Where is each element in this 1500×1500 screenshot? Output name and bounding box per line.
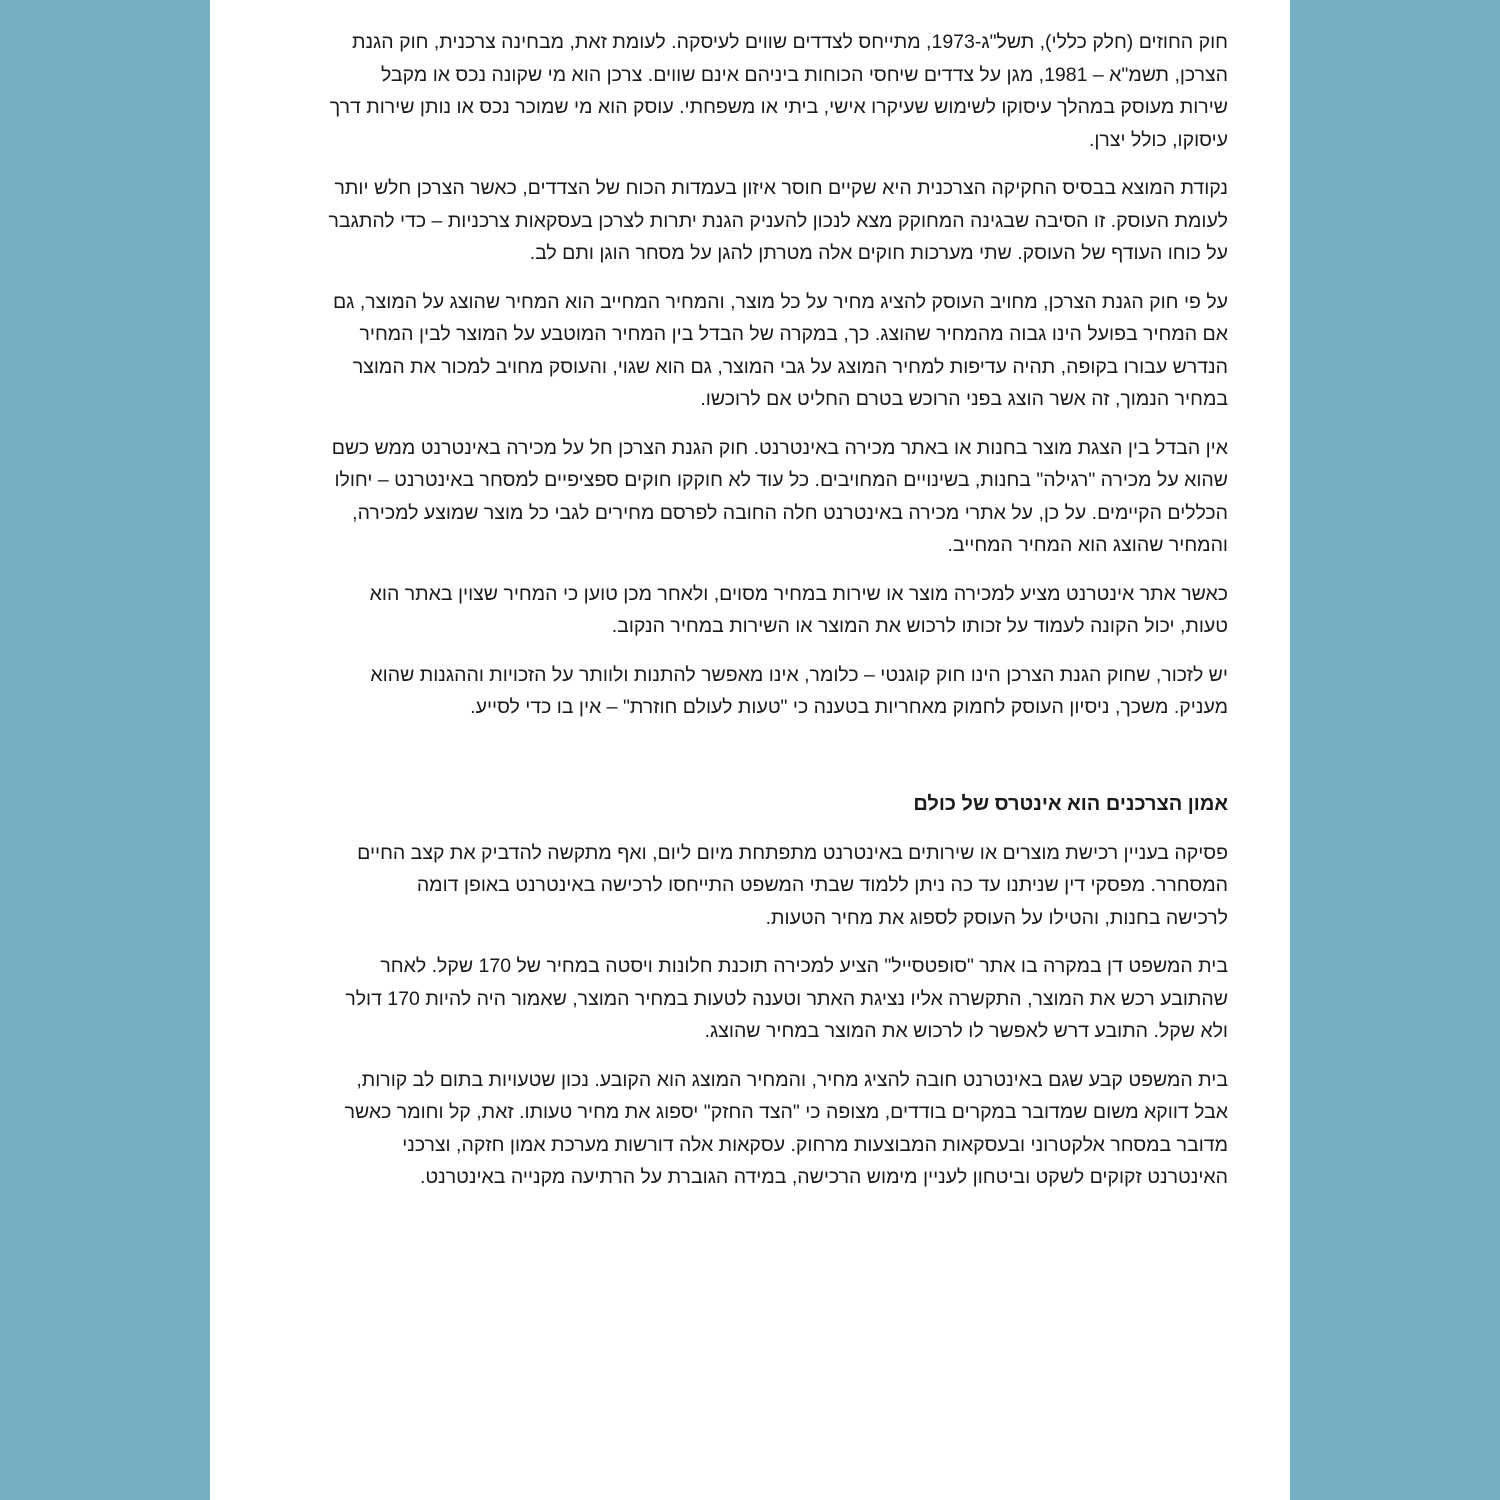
paragraph-internet-sales: אין הבדל בין הצגת מוצר בחנות או באתר מכירה באינטרנט. חוק הגנת הצרכן חל על מכירה באינטרנט ממש כשם שהוא על מכירה "רגילה" בחנות, בשינויים המחויבים. כל עוד לא חוקקו חוקים ספציפיים למסחר באינטרנט – יחולו הכללים הקיימים. על כן, על אתרי מכירה באינטרנט חלה החובה לפרסם מחירים לגבי כל מוצר שמוצע למכירה, והמחיר שהוצג הוא המחיר המחייב. xyxy=(331,436,1228,556)
document-body xyxy=(328,26,1228,1210)
paragraph-court-ruling: בית המשפט קבע שגם באינטרנט חובה להציג מחיר, והמחיר המוצג הוא הקובע. נכון שטעויות בתום לב קורות, אבל דווקא משום שמדובר במקרים בודדים, מצופה כי "הצד החזק" יספוג את מחיר טעותו. זאת, קל וחומר כאשר מדובר במסחר אלקטרוני ובעסקאות המבוצעות מרחוק. עסקאות אלה דורשות מערכת אמון חזקה, וצרכני האינטרנט זקוקים לשקט וביטחון לעניין מימוש הרכישה, במידה הגוברת על הרתיעה מקנייה באינטרנט. xyxy=(344,1068,1228,1188)
paragraph-price-error: כאשר אתר אינטרנט מציע למכירה מוצר או שירות במחיר מסוים, ולאחר מכן טוען כי המחיר שצוין באתר הוא טעות, יכול הקונה לעמוד על זכותו לרכוש את המוצר או השירות במחיר הנקוב. xyxy=(369,582,1228,637)
document-page xyxy=(210,0,1290,1500)
paragraph-contracts-law: חוק החוזים (חלק כללי), תשל"ג-1973, מתייחס לצדדים שווים לעיסקה. לעומת זאת, מבחינה צרכנית, חוק הגנת הצרכן, תשמ"א – 1981, מגן על צדדים שיחסי הכוחות ביניהם אינם שווים. צרכן הוא מי שקונה נכס או מקבל שירות מעוסק במהלך עיסוקו לשימוש שעיקרו אישי, ביתי או משפחתי. עוסק הוא מי שמוכר נכס או נותן שירות דרך עיסוקו, כולל יצרן. xyxy=(329,31,1228,151)
paragraph-softsale-case: בית המשפט דן במקרה בו אתר "סופטסייל" הציע למכירה תוכנת חלונות ויסטה במחיר של 170 שקל. לאחר שהתובע רכש את המוצר, התקשרה אליו נציגת האתר וטענה לטעות במחיר המוצר, שאמור היה להיות 170 דולר ולא שקל. התובע דרש לאפשר לו לרכוש את המוצר במחיר שהוצג. xyxy=(345,955,1228,1042)
paragraph-price-display: על פי חוק הגנת הצרכן, מחויב העוסק להציג מחיר על כל מוצר, והמחיר המחייב הוא המחיר שהוצג על המוצר, גם אם המחיר בפועל הינו גבוה מהמחיר שהוצג. כך, במקרה של הבדל בין המחיר המוטבע על המוצר לבין המחיר הנדרש עבורו בקופה, תהיה עדיפות למחיר המוצג על גבי המוצר, גם הוא שגוי, והעוסק מחויב למכור את המוצר במחיר הנמוך, זה אשר הוצג בפני הרוכש בטרם החליט אם לרוכשו. xyxy=(332,290,1228,410)
paragraph-case-law: פסיקה בעניין רכישת מוצרים או שירותים באינטרנט מתפתחת מיום ליום, ואף מתקשה להדביק את קצב החיים המסחרר. מפסקי דין שניתנו עד כה ניתן ללמוד שבתי המשפט התייחסו לרכישה באינטרנט באופן דומה לרכישה בחנות, והטילו על העוסק לספוג את מחיר הטעות. xyxy=(357,841,1228,929)
paragraph-power-imbalance: נקודת המוצא בבסיס החקיקה הצרכנית היא שקיים חוסר איזון בעמדות הכוח של הצדדים, כאשר הצרכן חלש יותר לעומת העוסק. זו הסיבה שבגינה המחוקק מצא לנכון להעניק הגנת יתרות לצרכן בעסקאות צרכניות – כדי להתגבר על כוחו העודף של העוסק. שתי מערכות חוקים אלה מטרתן להגן על מסחר הוגן ותם לב. xyxy=(328,177,1228,264)
section-heading: אמון הצרכנים הוא אינטרס של כולם xyxy=(913,792,1228,815)
paragraph-cogent-law: יש לזכור, שחוק הגנת הצרכן הינו חוק קוגנטי – כלומר, אינו מאפשר להתנות ולוותר על הזכויות וההגנות שהוא מעניק. משכך, ניסיון העוסק לחמוק מאחריות בטענה כי "טעות לעולם חוזרת" – אין בו כדי לסייע. xyxy=(370,663,1228,718)
